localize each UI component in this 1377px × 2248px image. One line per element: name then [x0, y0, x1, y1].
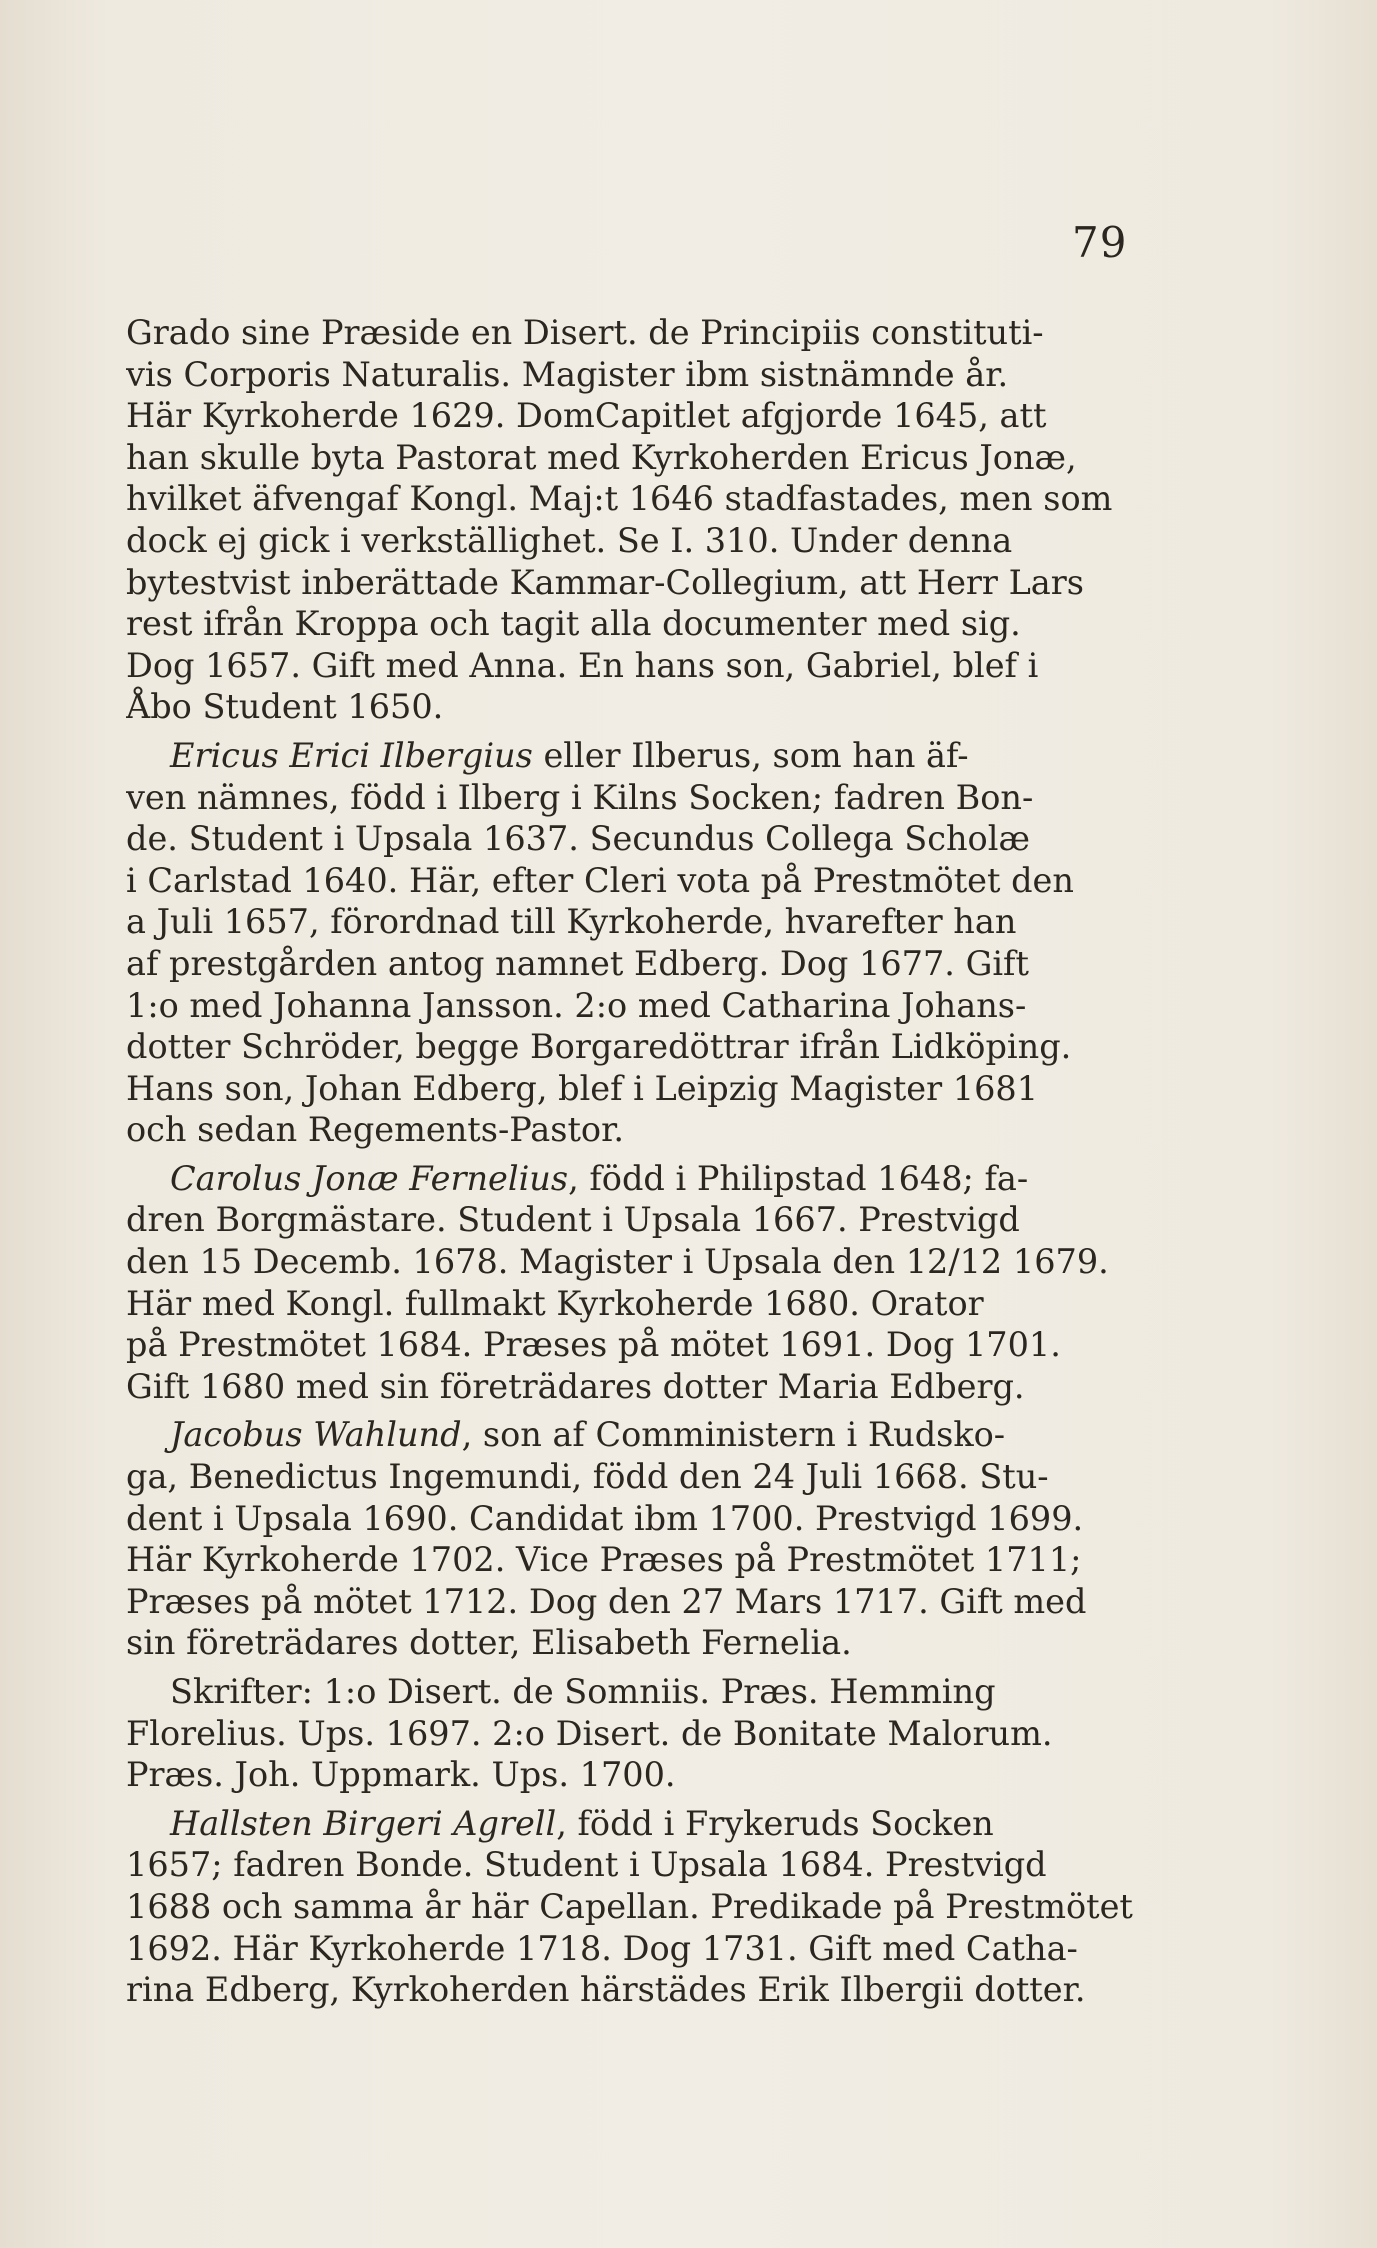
text-line — [126, 1158, 1166, 1200]
paragraph — [126, 1414, 1166, 1664]
line-text: sin företrädares dotter, Elisabeth Fernelia. — [126, 1623, 852, 1663]
text-line — [126, 943, 1166, 985]
line-text: a Juli 1657, förordnad till Kyrkoherde, hvarefter han — [126, 902, 1017, 942]
line-text: hvilket äfvengaf Kongl. Maj:t 1646 stadfastades, men som — [126, 479, 1113, 519]
text-line — [126, 354, 1166, 396]
text-line — [126, 1241, 1166, 1283]
line-text: Præs. Joh. Uppmark. Ups. 1700. — [126, 1755, 676, 1795]
line-text: rest ifrån Kroppa och tagit alla documenter med sig. — [126, 604, 1021, 644]
text-line — [126, 901, 1166, 943]
text-line — [126, 1498, 1166, 1540]
person-name: Jacobus Wahlund — [170, 1415, 462, 1455]
text-line — [126, 1671, 1166, 1713]
text-line — [126, 1026, 1166, 1068]
text-line — [126, 520, 1166, 562]
line-text: , son af Comministern i Rudsko- — [461, 1415, 1006, 1455]
text-line — [126, 1803, 1166, 1845]
paragraph — [126, 1671, 1166, 1796]
text-line — [126, 1928, 1166, 1970]
line-text: 1:o med Johanna Jansson. 2:o med Catharina Johans- — [126, 985, 1027, 1025]
text-line — [126, 395, 1166, 437]
line-text: , född i Frykeruds Socken — [556, 1803, 994, 1843]
text-line — [126, 777, 1166, 819]
line-text: Grado sine Præside en Disert. de Principiis constituti- — [126, 313, 1044, 352]
text-line — [126, 437, 1166, 479]
text-line — [126, 686, 1166, 728]
text-line — [126, 1414, 1166, 1456]
text-line — [126, 1969, 1166, 2011]
text-line — [126, 818, 1166, 860]
page-number: 79 — [1072, 218, 1128, 267]
text-line — [126, 603, 1166, 645]
text-line — [126, 985, 1166, 1027]
text-line — [126, 1283, 1166, 1325]
line-text: de. Student i Upsala 1637. Secundus Collega Scholæ — [126, 819, 1030, 859]
line-text: ga, Benedictus Ingemundi, född den 24 Juli 1668. Stu- — [126, 1457, 1049, 1497]
line-text: bytestvist inberättade Kammar-Collegium, att Herr Lars — [126, 562, 1084, 602]
person-name: Ericus Erici Ilbergius — [170, 735, 533, 775]
line-text: den 15 Decemb. 1678. Magister i Upsala den 12/12 1679. — [126, 1242, 1109, 1282]
paragraph — [126, 1803, 1166, 2011]
text-line — [126, 562, 1166, 604]
line-text: af prestgården antog namnet Edberg. Dog 1677. Gift — [126, 943, 1029, 983]
line-text: Præses på mötet 1712. Dog den 27 Mars 1717. Gift med — [126, 1581, 1087, 1621]
line-text: Skrifter: 1:o Disert. de Somniis. Præs. Hemming — [170, 1672, 996, 1711]
text-line — [126, 860, 1166, 902]
line-text: dent i Upsala 1690. Candidat ibm 1700. Prestvigd 1699. — [126, 1498, 1084, 1538]
line-text: eller Ilberus, som han äf- — [532, 735, 969, 775]
line-text: Gift 1680 med sin företrädares dotter Maria Edberg. — [126, 1366, 1025, 1406]
line-text: dock ej gick i verkställighet. Se I. 310. Under denna — [126, 520, 1013, 560]
person-name: Carolus Jonæ Fernelius — [170, 1158, 569, 1198]
text-line — [126, 1109, 1166, 1151]
text-line — [126, 1844, 1166, 1886]
text-line — [126, 1886, 1166, 1928]
line-text: 1688 och samma år här Capellan. Predikade på Prestmötet — [126, 1886, 1133, 1926]
line-text: Dog 1657. Gift med Anna. En hans son, Gabriel, blef i — [126, 645, 1039, 685]
line-text: dren Borgmästare. Student i Upsala 1667. Prestvigd — [126, 1200, 1020, 1240]
text-line — [126, 1581, 1166, 1623]
text-line — [126, 1199, 1166, 1241]
body-text — [126, 312, 1166, 2018]
text-line — [126, 1324, 1166, 1366]
text-line — [126, 478, 1166, 520]
line-text: vis Corporis Naturalis. Magister ibm sistnämnde år. — [126, 354, 1009, 394]
text-line — [126, 1539, 1166, 1581]
text-line — [126, 1456, 1166, 1498]
paragraph — [126, 1158, 1166, 1408]
text-line — [126, 312, 1166, 354]
line-text: i Carlstad 1640. Här, efter Cleri vota på Prestmötet den — [126, 860, 1074, 900]
line-text: Här Kyrkoherde 1702. Vice Præses på Prestmötet 1711; — [126, 1540, 1082, 1580]
line-text: Florelius. Ups. 1697. 2:o Disert. de Bonitate Malorum. — [126, 1713, 1053, 1753]
line-text: och sedan Regements-Pastor. — [126, 1110, 625, 1150]
line-text: 1692. Här Kyrkoherde 1718. Dog 1731. Gift med Catha- — [126, 1928, 1078, 1968]
line-text: på Prestmötet 1684. Præses på mötet 1691. Dog 1701. — [126, 1325, 1061, 1365]
line-text: , född i Philipstad 1648; fa- — [568, 1158, 1029, 1198]
line-text: ven nämnes, född i Ilberg i Kilns Socken; fadren Bon- — [126, 777, 1034, 817]
text-line — [126, 735, 1166, 777]
text-line — [126, 1366, 1166, 1408]
line-text: Här Kyrkoherde 1629. DomCapitlet afgjorde 1645, att — [126, 396, 1047, 436]
line-text: Åbo Student 1650. — [126, 687, 444, 727]
text-line — [126, 1622, 1166, 1664]
line-text: 1657; fadren Bonde. Student i Upsala 1684. Prestvigd — [126, 1845, 1047, 1885]
text-line — [126, 645, 1166, 687]
line-text: dotter Schröder, begge Borgaredöttrar ifrån Lidköping. — [126, 1027, 1072, 1067]
line-text: han skulle byta Pastorat med Kyrkoherden Ericus Jonæ, — [126, 437, 1077, 477]
text-line — [126, 1754, 1166, 1796]
paragraph — [126, 735, 1166, 1151]
line-text: Här med Kongl. fullmakt Kyrkoherde 1680. Orator — [126, 1283, 984, 1323]
line-text: rina Edberg, Kyrkoherden härstädes Erik Ilbergii dotter. — [126, 1970, 1086, 2010]
text-line — [126, 1068, 1166, 1110]
line-text: Hans son, Johan Edberg, blef i Leipzig Magister 1681 — [126, 1068, 1039, 1108]
person-name: Hallsten Birgeri Agrell — [170, 1803, 557, 1843]
paragraph — [126, 312, 1166, 728]
text-line — [126, 1713, 1166, 1755]
